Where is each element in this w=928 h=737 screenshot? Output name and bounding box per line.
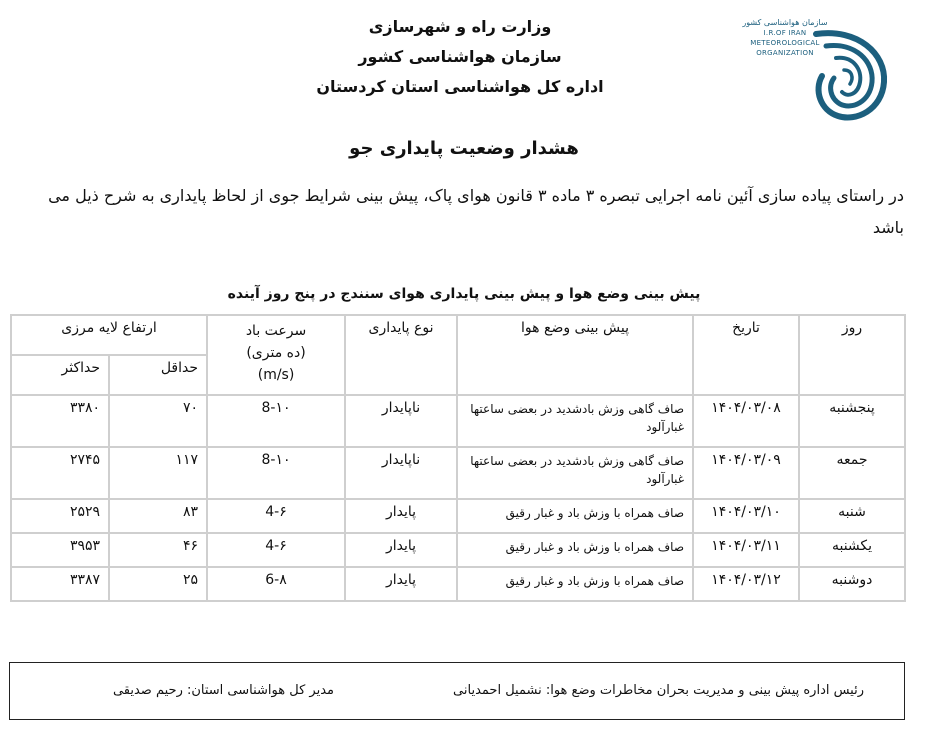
document-title: هشدار وضعیت پایداری جو xyxy=(349,138,579,159)
header-wind-speed: سرعت باد (ده متری) (m/s) xyxy=(207,315,345,395)
header-day: روز xyxy=(799,315,905,395)
organization-names xyxy=(250,12,670,102)
director-signature: مدیر کل هواشناسی استان: رحیم صدیقی xyxy=(112,683,334,698)
intro-paragraph: در راستای پیاده سازی آئین نامه اجرایی تبصره ۳ ماده ۳ قانون هوای پاک، پیش بینی شرایط جوی از لحاظ پایداری به شرح ذیل می باشد xyxy=(48,186,904,237)
forecast-table xyxy=(10,314,906,602)
table-row xyxy=(11,447,905,499)
cell-day: یکشنبه xyxy=(799,533,905,567)
cell-date: ۱۴۰۴/۰۳/۰۸ xyxy=(693,395,799,447)
cell-wind: 4-۶ xyxy=(207,499,345,533)
cell-date: ۱۴۰۴/۰۳/۱۰ xyxy=(693,499,799,533)
cell-min: ۱۱۷ xyxy=(109,447,207,499)
table-title: پیش بینی وضع هوا و پیش بینی پایداری هوای سنندج در پنج روز آینده xyxy=(227,286,701,302)
cell-stability: پایدار xyxy=(345,533,457,567)
cell-wind: 6-۸ xyxy=(207,567,345,601)
irimo-logo xyxy=(740,18,900,128)
cell-min: ۲۵ xyxy=(109,567,207,601)
forecast-head-signature: رئیس اداره پیش بینی و مدیریت بحران مخاطرات وضع هوا: نشمیل احمدیانی xyxy=(453,683,864,698)
cell-day: پنجشنبه xyxy=(799,395,905,447)
cell-weather: صاف همراه با وزش باد و غبار رقیق xyxy=(457,533,693,567)
cell-day: جمعه xyxy=(799,447,905,499)
cell-max: ۲۵۲۹ xyxy=(11,499,109,533)
header-max: حداکثر xyxy=(11,355,109,395)
cell-stability: پایدار xyxy=(345,567,457,601)
cell-date: ۱۴۰۴/۰۳/۰۹ xyxy=(693,447,799,499)
cell-wind: 8-۱۰ xyxy=(207,395,345,447)
header-boundary-layer: ارتفاع لایه مرزی xyxy=(11,315,207,355)
cell-date: ۱۴۰۴/۰۳/۱۲ xyxy=(693,567,799,601)
signature-box xyxy=(9,662,905,720)
organization-name: سازمان هواشناسی کشور xyxy=(358,47,562,66)
cell-max: ۳۹۵۳ xyxy=(11,533,109,567)
cell-max: ۳۳۸۷ xyxy=(11,567,109,601)
cell-wind: 4-۶ xyxy=(207,533,345,567)
cell-max: ۳۳۸۰ xyxy=(11,395,109,447)
provincial-office-name: اداره کل هواشناسی استان کردستان xyxy=(316,77,604,96)
cell-stability: پایدار xyxy=(345,499,457,533)
ministry-name: وزارت راه و شهرسازی xyxy=(368,17,552,36)
cell-stability: ناپایدار xyxy=(345,447,457,499)
cell-date: ۱۴۰۴/۰۳/۱۱ xyxy=(693,533,799,567)
cell-day: شنبه xyxy=(799,499,905,533)
cell-stability: ناپایدار xyxy=(345,395,457,447)
cell-min: ۸۳ xyxy=(109,499,207,533)
table-row xyxy=(11,499,905,533)
cell-weather: صاف همراه با وزش باد و غبار رقیق xyxy=(457,499,693,533)
cell-weather: صاف گاهی وزش بادشدید در بعضی ساعتها غبارآلود xyxy=(457,447,693,499)
spiral-logo-icon xyxy=(808,26,890,124)
header-date: تاریخ xyxy=(693,315,799,395)
cell-max: ۲۷۴۵ xyxy=(11,447,109,499)
table-row xyxy=(11,395,905,447)
header-stability: نوع پایداری xyxy=(345,315,457,395)
cell-min: ۷۰ xyxy=(109,395,207,447)
cell-weather: صاف گاهی وزش بادشدید در بعضی ساعتها غبارآلود xyxy=(457,395,693,447)
header-min: حداقل xyxy=(109,355,207,395)
table-row xyxy=(11,567,905,601)
table-row xyxy=(11,533,905,567)
header-weather: پیش بینی وضع هوا xyxy=(457,315,693,395)
logo-wordmark: سازمان هواشناسی کشور I.R.OF IRAN METEOROLOGICAL ORGANIZATION xyxy=(742,18,828,57)
cell-day: دوشنبه xyxy=(799,567,905,601)
cell-wind: 8-۱۰ xyxy=(207,447,345,499)
cell-min: ۴۶ xyxy=(109,533,207,567)
cell-weather: صاف همراه با وزش باد و غبار رقیق xyxy=(457,567,693,601)
